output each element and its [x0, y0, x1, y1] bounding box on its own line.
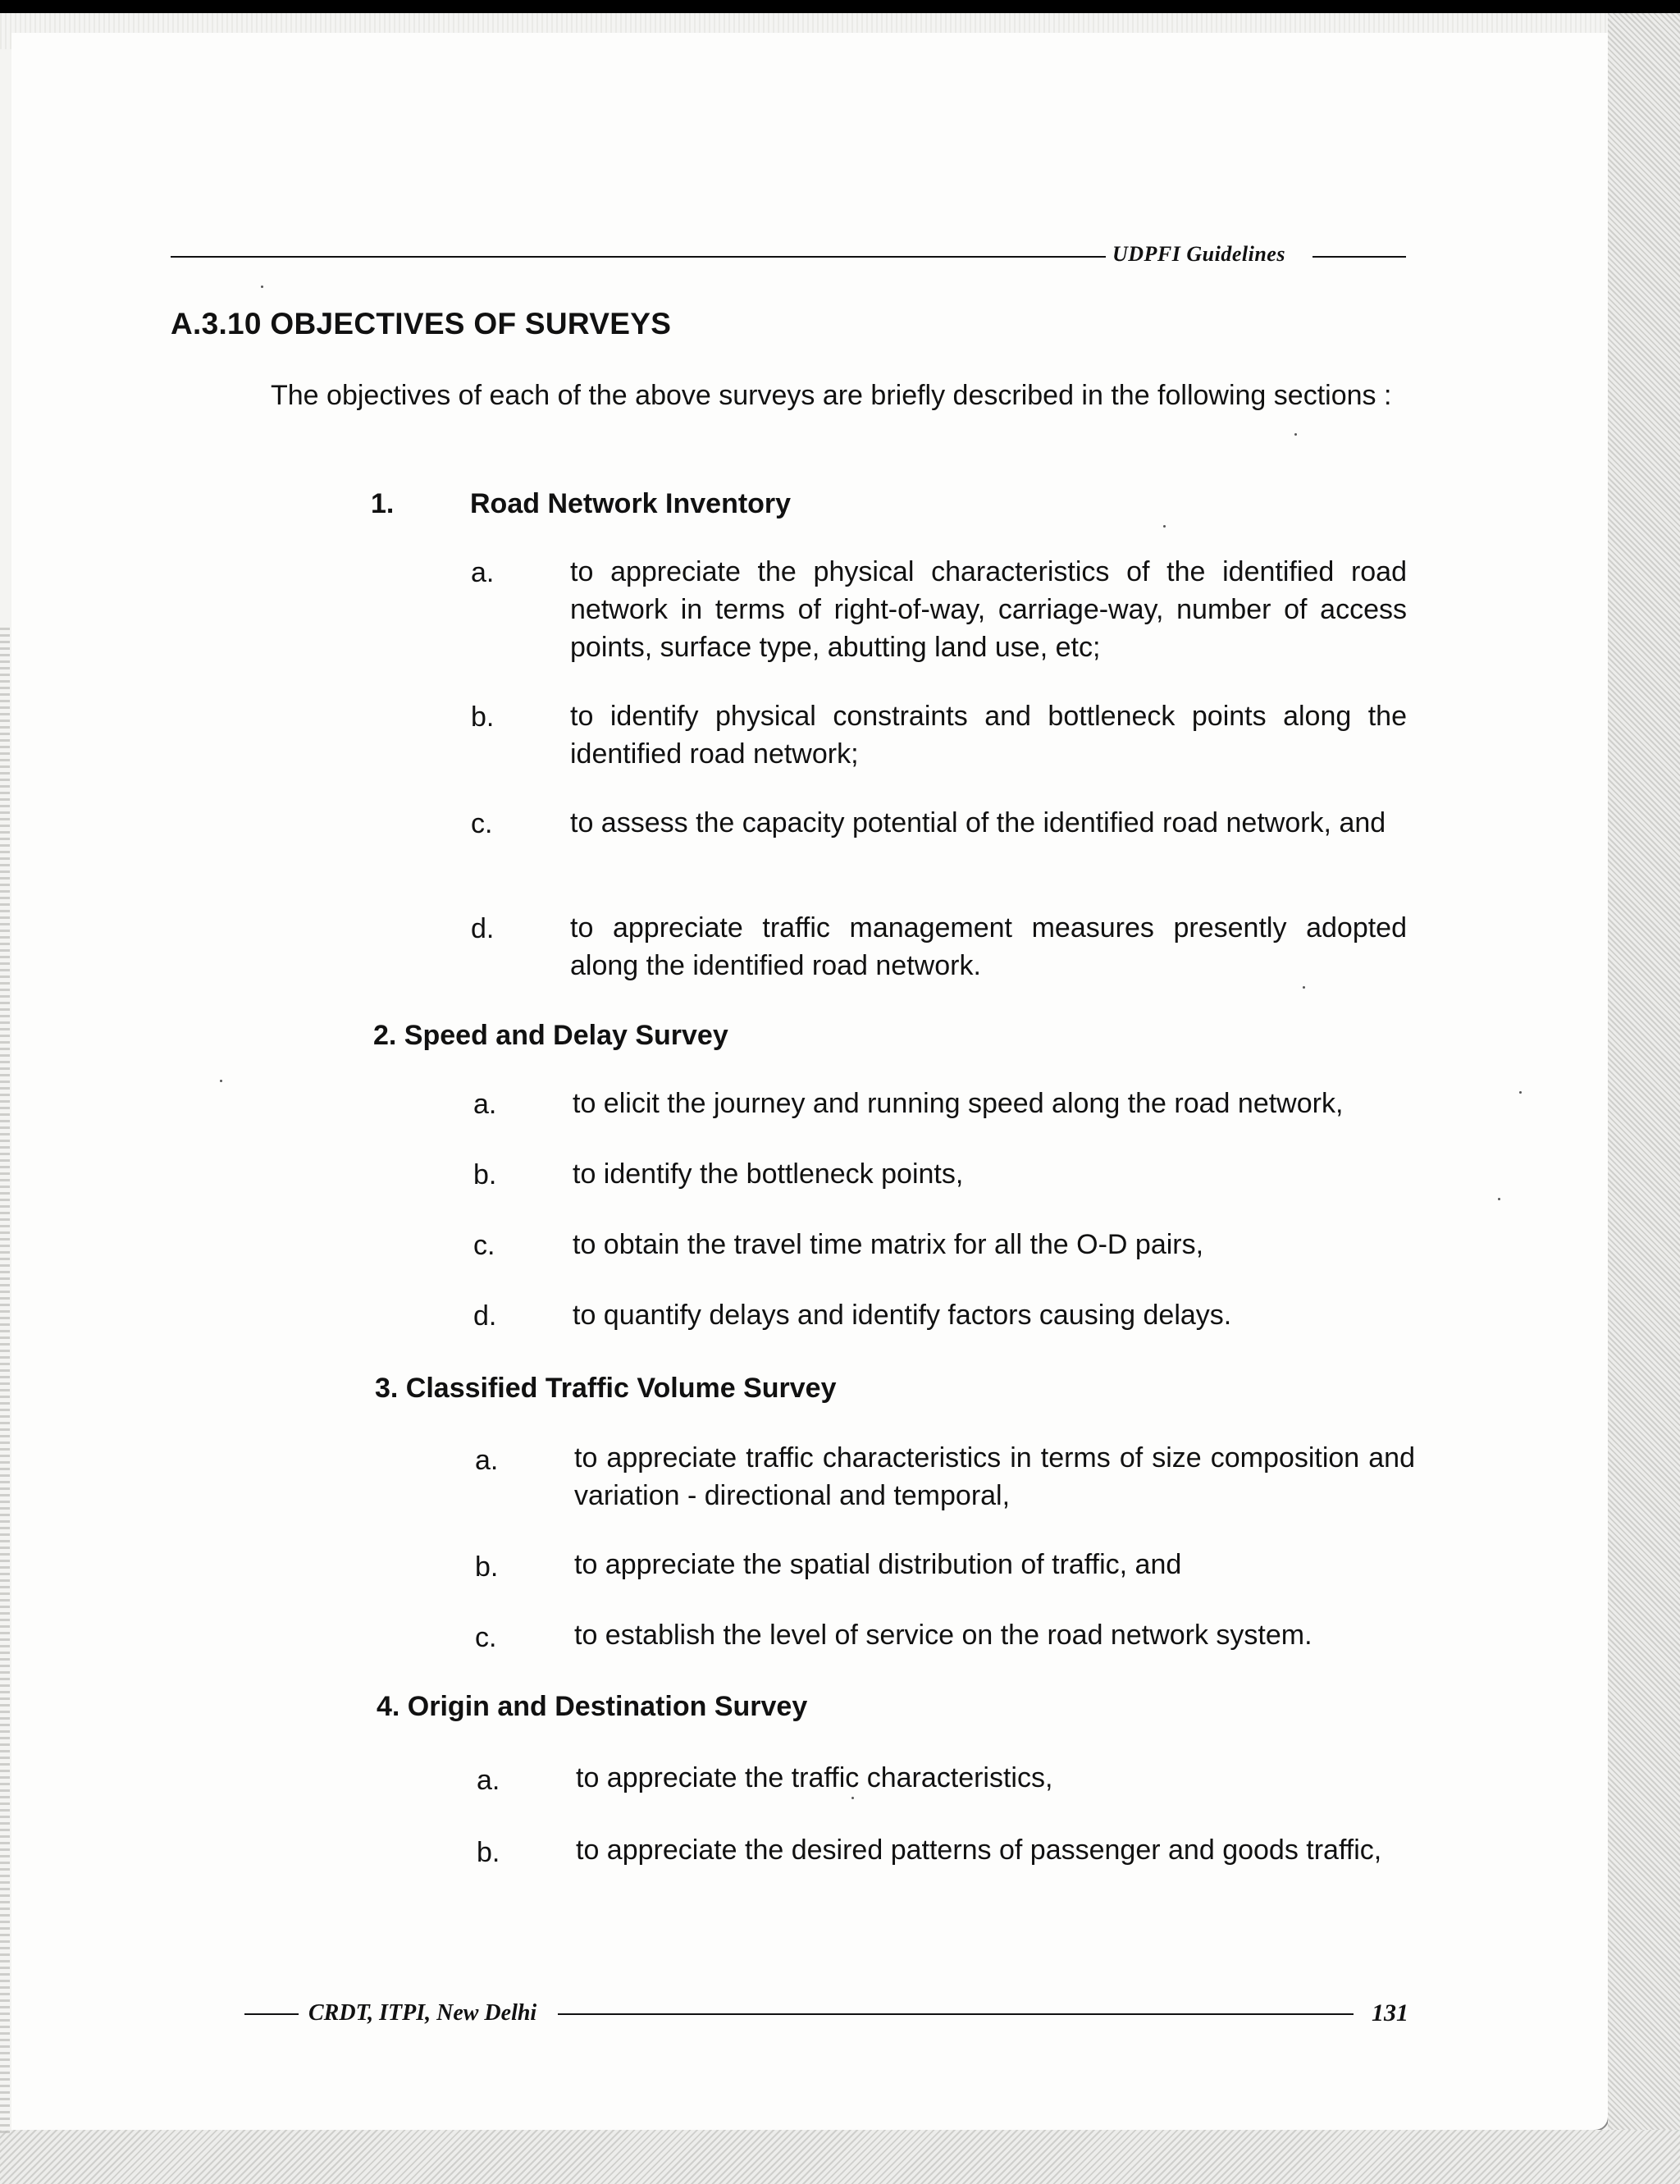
scan-border-top [0, 0, 1680, 13]
survey-3-item-c-text: to establish the level of service on the road network system. [574, 1620, 1312, 1651]
intro-paragraph: The objectives of each of the above surveys are briefly described in the following sections : [271, 380, 1392, 411]
survey-2-item-a-letter: a. [473, 1089, 497, 1120]
survey-4-item-a-text: to appreciate the traffic characteristics, [576, 1762, 1053, 1793]
survey-2-item-c-letter: c. [473, 1230, 495, 1261]
survey-2-item-c-text: to obtain the travel time matrix for all the O-D pairs, [573, 1229, 1204, 1260]
survey-3-item-b-letter: b. [475, 1551, 499, 1583]
survey-1-item-d-text: to appreciate traffic management measures presently adopted along the identified road network. [570, 912, 1407, 981]
survey-4-item-b-text: to appreciate the desired patterns of passenger and goods traffic, [576, 1834, 1382, 1866]
survey-1-item-c-text: to assess the capacity potential of the identified road network, and [570, 807, 1386, 838]
survey-2-item-a-text: to elicit the journey and running speed along the road network, [573, 1088, 1344, 1119]
scan-border-right [1608, 13, 1680, 2184]
survey-1-item-a-letter: a. [471, 557, 495, 588]
survey-2-item-b-letter: b. [473, 1159, 497, 1190]
section-heading: A.3.10 OBJECTIVES OF SURVEYS [171, 307, 672, 340]
scan-speck [220, 1080, 222, 1082]
scan-speck [1303, 986, 1305, 989]
survey-4-item-a-letter: a. [477, 1765, 500, 1796]
running-header: UDPFI Guidelines [1112, 242, 1285, 266]
survey-1-item-d-letter: d. [471, 913, 495, 944]
survey-3-item-c-letter: c. [475, 1622, 497, 1653]
scan-speck [1163, 525, 1166, 528]
scan-speck [851, 1797, 854, 1799]
footer-source: CRDT, ITPI, New Delhi [308, 2000, 537, 2026]
scan-speck [1519, 1091, 1522, 1094]
footer-rule-middle [558, 2013, 1354, 2015]
survey-3-item-a-letter: a. [475, 1445, 499, 1476]
header-rule-right [1312, 256, 1406, 258]
survey-2-item-d-text: to quantify delays and identify factors causing delays. [573, 1300, 1232, 1331]
survey-3-item-a-text: to appreciate traffic characteristics in terms of size composition and variation - directional and temporal, [574, 1442, 1415, 1511]
survey-1-item-c-letter: c. [471, 808, 493, 839]
survey-1-number: 1. [371, 488, 395, 519]
survey-2-item-d-letter: d. [473, 1300, 497, 1332]
survey-2-item-b-text: to identify the bottleneck points, [573, 1158, 964, 1190]
survey-4-item-b-letter: b. [477, 1837, 500, 1868]
survey-3-item-b-text: to appreciate the spatial distribution of traffic, and [574, 1549, 1182, 1580]
survey-2-heading: 2. Speed and Delay Survey [373, 1020, 728, 1051]
survey-1-title: Road Network Inventory [470, 488, 792, 519]
footer-rule-left [244, 2013, 299, 2015]
scan-speck [1294, 433, 1297, 436]
survey-4-heading: 4. Origin and Destination Survey [377, 1691, 808, 1722]
scan-speck [261, 286, 263, 288]
page-number: 131 [1372, 1999, 1408, 2026]
header-rule-left [171, 256, 1106, 258]
survey-3-heading: 3. Classified Traffic Volume Survey [375, 1373, 837, 1404]
survey-1-item-a-text: to appreciate the physical characteristics of the identified road network in terms of right-of-way, carriage-way, number of access points, surface type, abutting land use, etc; [570, 556, 1407, 663]
survey-1-item-b-text: to identify physical constraints and bottleneck points along the identified road network; [570, 701, 1407, 770]
survey-1-item-b-letter: b. [471, 701, 495, 733]
scan-border-left [0, 624, 10, 2133]
scan-speck [1498, 1198, 1500, 1200]
document-page [11, 33, 1609, 2131]
scan-border-bottom [0, 2130, 1680, 2184]
